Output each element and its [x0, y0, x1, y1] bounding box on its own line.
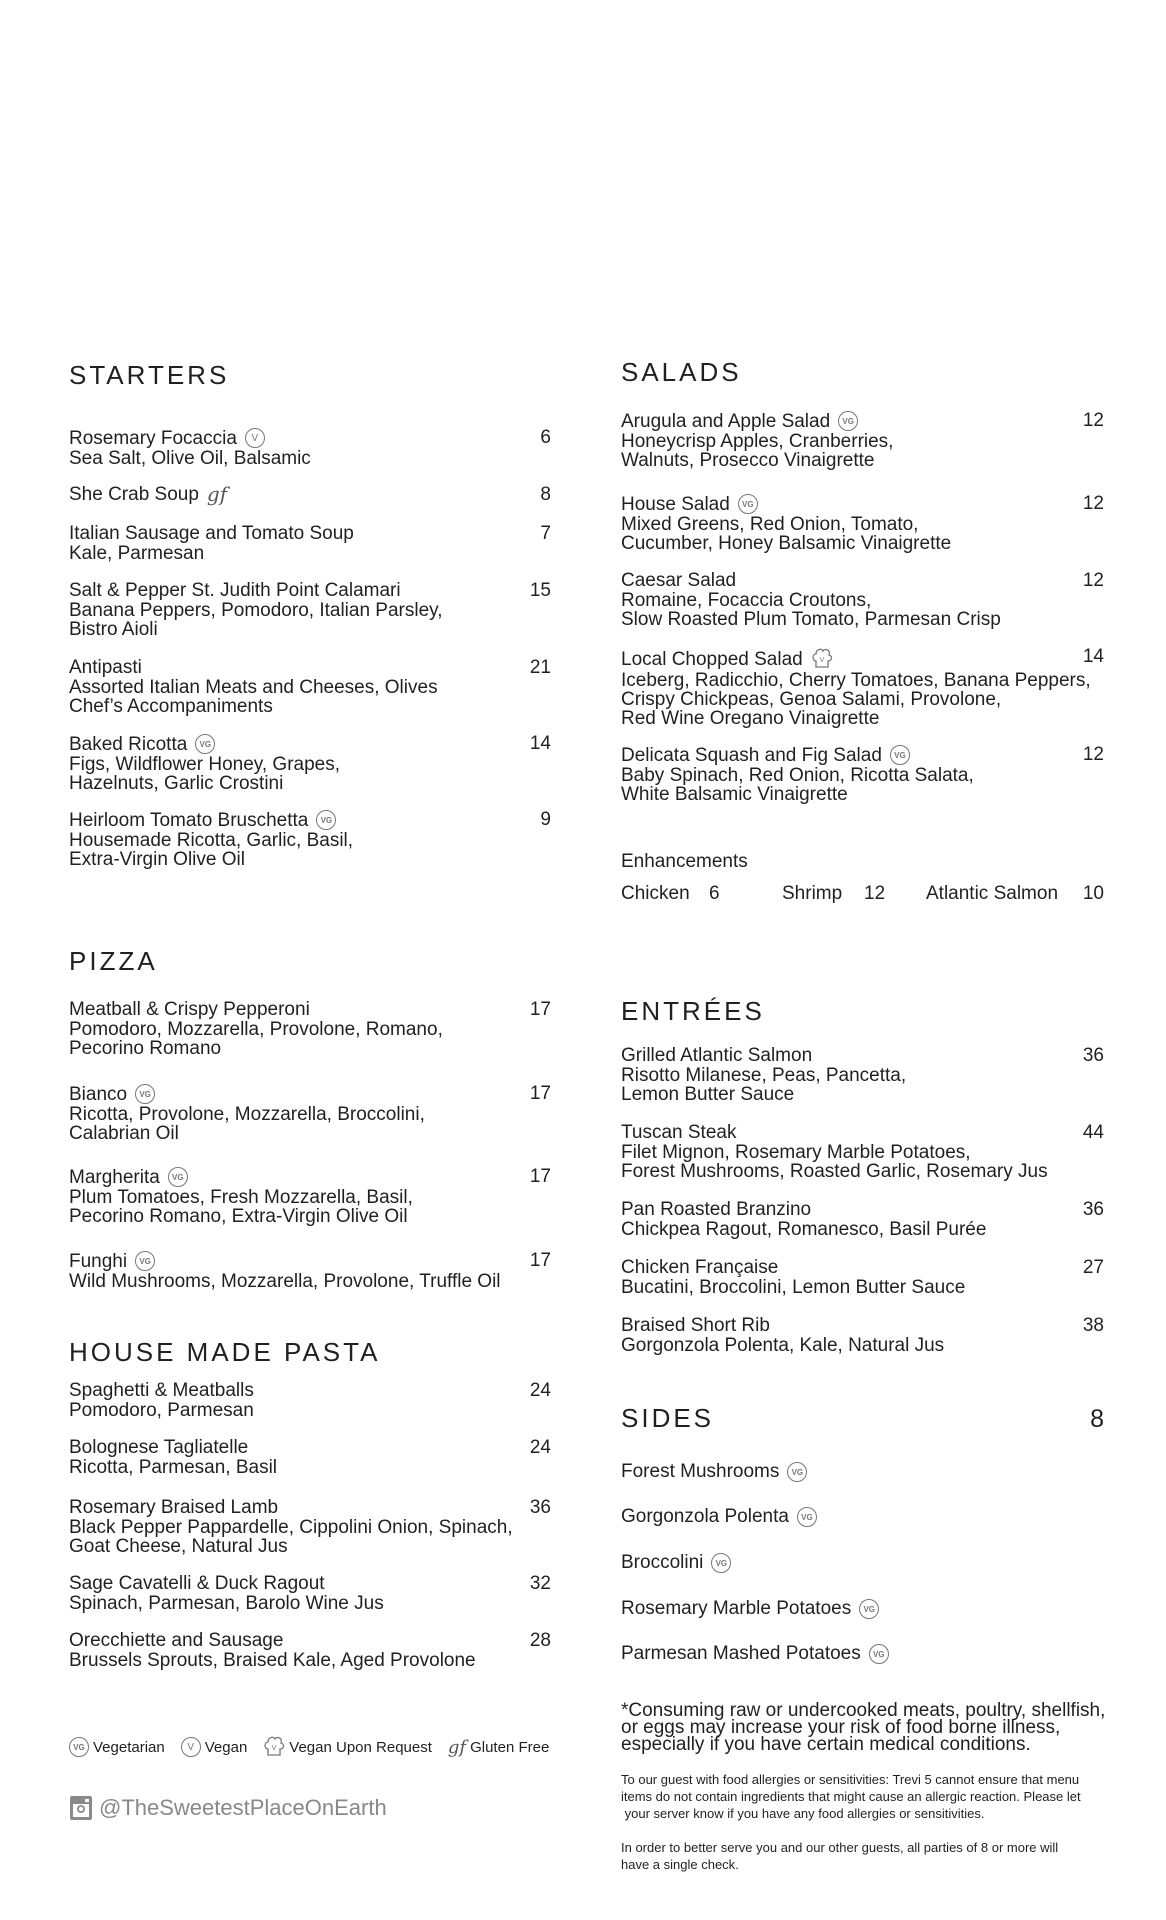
menu-item-price: 36 [1082, 1199, 1104, 1220]
menu-item-name: Caesar Salad [621, 570, 737, 591]
menu-item-description: Risotto Milanese, Peas, Pancetta, [621, 1065, 907, 1086]
menu-item-price: 14 [529, 733, 551, 754]
menu-item-description: Bucatini, Broccolini, Lemon Butter Sauce [621, 1277, 966, 1298]
menu-item-name: Meatball & Crispy Pepperoni [69, 999, 310, 1020]
menu-item [69, 658, 551, 716]
menu-item-name: Funghi VG [69, 1251, 155, 1271]
menu-item-price: 21 [529, 657, 551, 678]
menu-item-name: Pan Roasted Branzino [621, 1199, 812, 1220]
gluten-free-icon: gf [206, 482, 228, 506]
sides-list [621, 1403, 1104, 1663]
menu-item-price: 17 [529, 1166, 551, 1187]
menu-item-name: Antipasti [69, 657, 142, 678]
menu-item-name: Italian Sausage and Tomato Soup [69, 523, 354, 544]
vegetarian-icon: VG [890, 745, 910, 765]
note-line: To our guest with food allergies or sensitivities: Trevi 5 cannot ensure that menu [621, 1772, 1080, 1787]
side-item: Gorgonzola Polenta VG [621, 1506, 817, 1528]
enhancement-salmon-price: 10 [1082, 883, 1104, 904]
menu-item-price: 7 [540, 523, 551, 544]
party-policy [621, 1839, 1136, 1873]
menu-item-name: Chicken Française [621, 1257, 779, 1278]
menu-item-description: Ricotta, Provolone, Mozzarella, Broccolini, [69, 1103, 425, 1125]
instagram-icon [69, 1795, 93, 1821]
menu-item [69, 1167, 551, 1226]
menu-item-price: 44 [1082, 1122, 1104, 1143]
menu-item [621, 1046, 1104, 1104]
menu-item [69, 524, 551, 563]
menu-item [69, 1084, 551, 1143]
vegan-icon: V [245, 428, 265, 448]
menu-item-description: Pecorino Romano, Extra-Virgin Olive Oil [69, 1205, 408, 1227]
menu-item-description: Red Wine Oregano Vinaigrette [621, 708, 880, 729]
menu-item-name: Spaghetti & Meatballs [69, 1380, 254, 1401]
chef-hat-icon [811, 647, 833, 671]
pasta-section [69, 1337, 551, 1671]
menu-item-price: 6 [540, 427, 551, 448]
menu-item-description: Figs, Wildflower Honey, Grapes, [69, 753, 341, 775]
enhancement-salmon: Atlantic Salmon [926, 883, 1059, 904]
menu-item [621, 1200, 1104, 1239]
legend-vegan: V Vegan [181, 1737, 248, 1757]
starters-title: STARTERS [69, 360, 230, 390]
enhancement-shrimp-price: 12 [864, 883, 886, 904]
note-line: In order to better serve you and our other guests, all parties of 8 or more will [621, 1840, 1059, 1855]
menu-item-name: Bianco VG [69, 1084, 155, 1104]
menu-item-description: Plum Tomatoes, Fresh Mozzarella, Basil, [69, 1186, 413, 1208]
menu-item-description: Extra-Virgin Olive Oil [69, 848, 245, 870]
vegetarian-icon: VG [711, 1553, 731, 1573]
menu-item-description: Cucumber, Honey Balsamic Vinaigrette [621, 532, 952, 554]
menu-item-description: Assorted Italian Meats and Cheeses, Olives [69, 677, 438, 698]
side-item: Rosemary Marble Potatoes VG [621, 1598, 879, 1620]
note-line: have a single check. [621, 1857, 739, 1872]
starters-section [69, 360, 551, 870]
menu-item-price: 27 [1082, 1257, 1104, 1278]
menu-item-name: Delicata Squash and Fig Salad VG [621, 745, 910, 765]
menu-item-name: Rosemary Focaccia V [69, 428, 265, 448]
menu-item [621, 1316, 1104, 1355]
vegetarian-icon: VG [135, 1084, 155, 1104]
menu-item-description: Spinach, Parmesan, Barolo Wine Jus [69, 1593, 384, 1614]
menu-item-name: Tuscan Steak [621, 1122, 737, 1143]
vegetarian-icon: VG [738, 494, 758, 514]
social-handle-text: @TheSweetestPlaceOnEarth [99, 1795, 387, 1820]
menu-item-description: Chef’s Accompaniments [69, 696, 273, 717]
menu-item-name: Orecchiette and Sausage [69, 1630, 284, 1651]
vegetarian-icon: VG [859, 1599, 879, 1619]
menu-item-name: Salt & Pepper St. Judith Point Calamari [69, 580, 401, 601]
menu-item-description: Sea Salt, Olive Oil, Balsamic [69, 447, 311, 469]
menu-item-description: Pecorino Romano [69, 1038, 222, 1059]
menu-item-description: Filet Mignon, Rosemary Marble Potatoes, [621, 1142, 971, 1163]
note-line: especially if you have certain medical conditions. [621, 1734, 1031, 1755]
menu-item-price: 24 [529, 1380, 551, 1401]
menu-item-description: Banana Peppers, Pomodoro, Italian Parsley, [69, 600, 443, 621]
menu-item [69, 1631, 551, 1670]
menu-item-price: 8 [540, 484, 551, 505]
note-line: or eggs may increase your risk of food borne illness, [621, 1717, 1061, 1738]
sides-price: 8 [1090, 1405, 1104, 1433]
menu-item-description: Baby Spinach, Red Onion, Ricotta Salata, [621, 764, 974, 786]
menu-item-description: Goat Cheese, Natural Jus [69, 1536, 288, 1557]
menu-item-price: 36 [1082, 1045, 1104, 1066]
menu-item-price: 17 [529, 999, 551, 1020]
menu-item-description: Black Pepper Pappardelle, Cippolini Onion, Spinach, [69, 1517, 513, 1538]
menu-item-price: 24 [529, 1437, 551, 1458]
allergy-notice [621, 1771, 1136, 1822]
menu-item [621, 647, 1104, 728]
menu-item-description: Hazelnuts, Garlic Crostini [69, 772, 284, 794]
menu-item-description: Brussels Sprouts, Braised Kale, Aged Provolone [69, 1650, 476, 1671]
vegetarian-icon: VG [869, 1644, 889, 1664]
menu-item [69, 581, 551, 639]
menu-item-name: House Salad VG [621, 494, 758, 514]
salads-section [621, 357, 1104, 805]
legend-vegetarian: VG Vegetarian [69, 1737, 165, 1757]
vegetarian-icon: VG [168, 1167, 188, 1187]
enhancement-shrimp: Shrimp [782, 883, 843, 904]
menu-item-name: Bolognese Tagliatelle [69, 1437, 249, 1458]
chef-hat-icon [263, 1735, 285, 1759]
menu-item-price: 12 [1082, 410, 1104, 431]
menu-item [621, 1258, 1104, 1297]
consumption-warning [621, 1702, 1136, 1753]
menu-item-name: Braised Short Rib [621, 1315, 770, 1336]
sides-section [621, 1403, 1104, 1663]
menu-item-price: 38 [1082, 1315, 1104, 1336]
vegan-icon: V [181, 1737, 201, 1757]
menu-item-price: 12 [1082, 744, 1104, 765]
note-line: your server know if you have any food allergies or sensitivities. [621, 1806, 985, 1821]
menu-item [69, 1438, 551, 1477]
vegetarian-icon: VG [787, 1462, 807, 1482]
menu-item-price: 15 [529, 580, 551, 601]
side-item: Parmesan Mashed Potatoes VG [621, 1643, 889, 1665]
vegetarian-icon: VG [69, 1737, 89, 1757]
menu-item [621, 571, 1104, 629]
svg-text:V: V [271, 1744, 277, 1752]
menu-item-description: Chickpea Ragout, Romanesco, Basil Purée [621, 1219, 987, 1240]
sides-title: SIDES [621, 1403, 715, 1433]
menu-item-price: 32 [529, 1573, 551, 1594]
side-item: Forest Mushrooms VG [621, 1461, 807, 1483]
menu-item-name: Sage Cavatelli & Duck Ragout [69, 1573, 325, 1594]
menu-item [69, 428, 551, 468]
menu-item-description: Gorgonzola Polenta, Kale, Natural Jus [621, 1335, 945, 1356]
menu-item [621, 745, 1104, 804]
menu-item-description: Mixed Greens, Red Onion, Tomato, [621, 513, 919, 535]
menu-item-description: Honeycrisp Apples, Cranberries, [621, 430, 894, 452]
menu-item-description: Crispy Chickpeas, Genoa Salami, Provolone, [621, 689, 1002, 710]
menu-item-description: White Balsamic Vinaigrette [621, 783, 848, 805]
menu-item-description: Slow Roasted Plum Tomato, Parmesan Crisp [621, 609, 1001, 630]
menu-item-description: Wild Mushrooms, Mozzarella, Provolone, Truffle Oil [69, 1270, 501, 1292]
menu-item-description: Kale, Parmesan [69, 543, 205, 564]
menu-item [69, 1381, 551, 1420]
entrees-title: ENTRÉES [621, 996, 765, 1026]
menu-item-price: 36 [529, 1497, 551, 1518]
pizza-section [69, 946, 551, 1292]
svg-text:V: V [819, 657, 825, 664]
legend-vegan-request: V Vegan Upon Request [263, 1735, 432, 1759]
menu-item [621, 1123, 1104, 1181]
note-line: *Consuming raw or undercooked meats, poultry, shellfish, [621, 1700, 1106, 1721]
menu-item [69, 1251, 551, 1291]
menu-item [69, 482, 551, 506]
menu-item-price: 17 [529, 1083, 551, 1104]
menu-item [69, 1574, 551, 1613]
menu-item-description: Bistro Aioli [69, 619, 158, 640]
note-line: items do not contain ingredients that might cause an allergic reaction. Please let [621, 1789, 1081, 1804]
menu-item-price: 12 [1082, 570, 1104, 591]
vegetarian-icon: VG [316, 810, 336, 830]
menu-item [69, 1498, 551, 1556]
pizza-title: PIZZA [69, 946, 158, 976]
salads-title: SALADS [621, 357, 742, 387]
pasta-title: HOUSE MADE PASTA [69, 1337, 381, 1367]
menu-item-description: Walnuts, Prosecco Vinaigrette [621, 449, 875, 471]
menu-item [621, 411, 1104, 470]
menu-item-description: Housemade Ricotta, Garlic, Basil, [69, 829, 354, 851]
menu-item-name: Margherita VG [69, 1167, 188, 1187]
menu-item-description: Romaine, Focaccia Croutons, [621, 590, 872, 611]
menu-item-price: 17 [529, 1250, 551, 1271]
menu-item-price: 9 [540, 809, 551, 830]
legend-gluten-free: gf Gluten Free [447, 1736, 550, 1758]
gluten-free-symbol: gf [447, 1736, 467, 1758]
menu-item-description: Pomodoro, Mozzarella, Provolone, Romano, [69, 1019, 443, 1040]
menu-item-description: Pomodoro, Parmesan [69, 1400, 254, 1421]
menu-item-name: Rosemary Braised Lamb [69, 1497, 279, 1518]
menu-item-name: She Crab Soup gf [69, 482, 228, 506]
menu-item-name: Baked Ricotta VG [69, 734, 215, 754]
menu-item [69, 734, 551, 793]
menu-item-price: 14 [1082, 646, 1104, 667]
menu-item-price: 28 [529, 1630, 551, 1651]
dietary-legend [69, 1735, 569, 1763]
menu-item-name: Heirloom Tomato Bruschetta VG [69, 810, 336, 830]
menu-item-description: Forest Mushrooms, Roasted Garlic, Rosemary Jus [621, 1161, 1048, 1182]
enhancement-chicken: Chicken [621, 883, 690, 904]
menu-item-description: Iceberg, Radicchio, Cherry Tomatoes, Banana Peppers, [621, 670, 1091, 691]
menu-item-name: Local Chopped Salad V [621, 647, 833, 671]
menu-item-description: Calabrian Oil [69, 1122, 179, 1144]
enhancements-label: Enhancements [621, 851, 748, 872]
notes [621, 1702, 1136, 1873]
menu-item [69, 810, 551, 869]
menu-item [69, 1000, 551, 1058]
enhancement-chicken-price: 6 [709, 883, 720, 904]
social-handle[interactable] [69, 1795, 387, 1821]
vegetarian-icon: VG [838, 411, 858, 431]
enhancements [621, 851, 1104, 905]
vegetarian-icon: VG [195, 734, 215, 754]
side-item: Broccolini VG [621, 1552, 731, 1574]
entrees-section [621, 996, 1104, 1356]
menu-item [621, 494, 1104, 553]
vegetarian-icon: VG [135, 1251, 155, 1271]
menu-item-name: Grilled Atlantic Salmon [621, 1045, 813, 1066]
menu-item-description: Lemon Butter Sauce [621, 1084, 795, 1105]
menu-item-price: 12 [1082, 493, 1104, 514]
menu-item-name: Arugula and Apple Salad VG [621, 411, 858, 431]
menu-item-description: Ricotta, Parmesan, Basil [69, 1457, 278, 1478]
vegetarian-icon: VG [797, 1507, 817, 1527]
